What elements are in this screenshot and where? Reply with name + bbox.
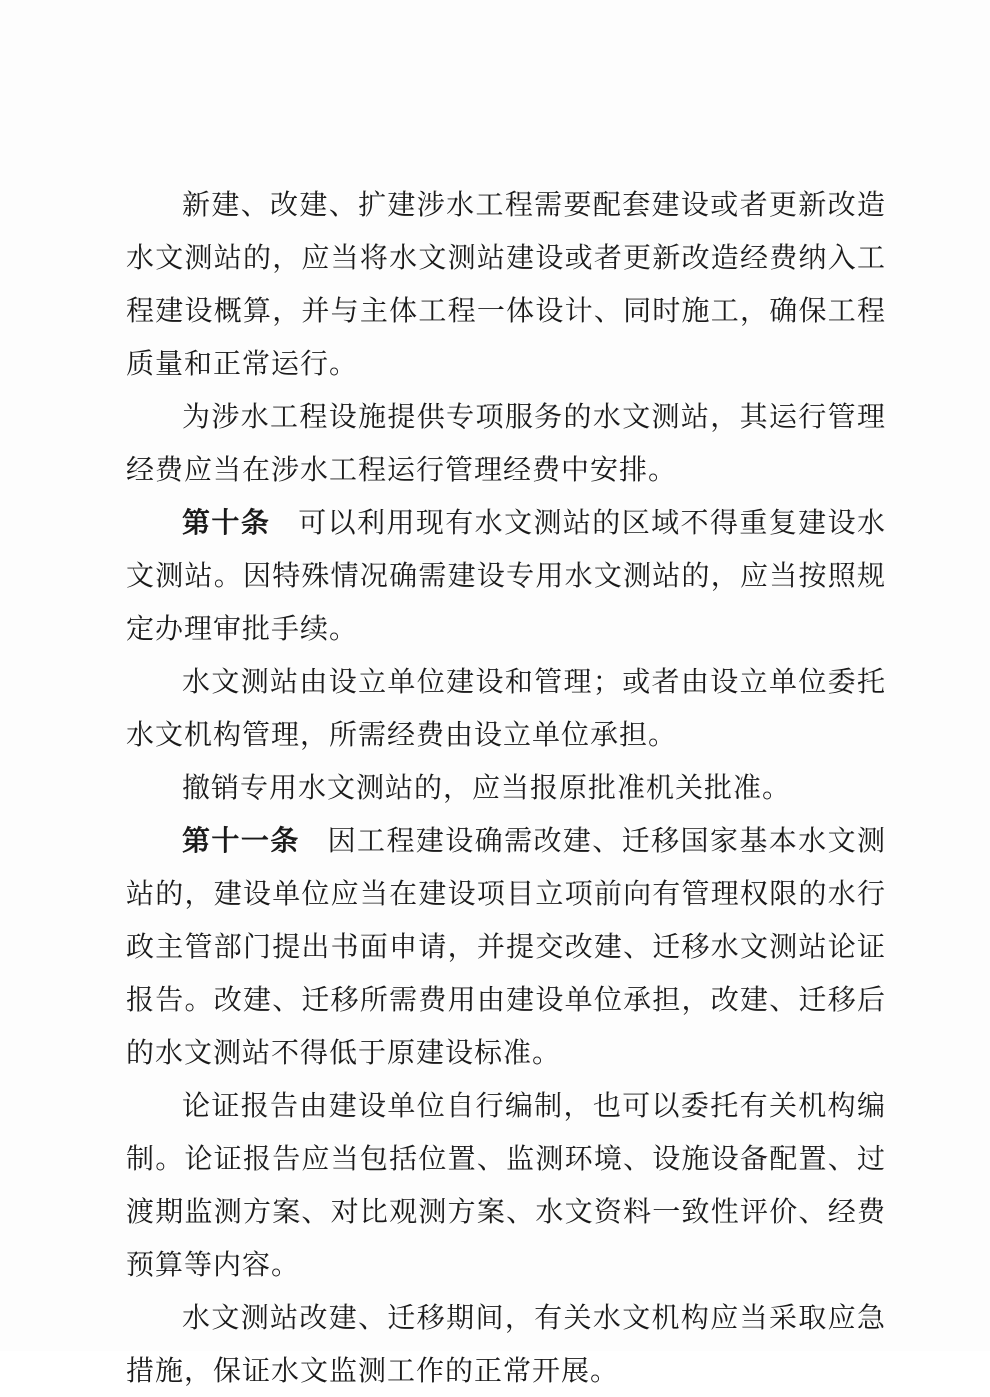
paragraph-text: 为涉水工程设施提供专项服务的水文测站，其运行管理经费应当在涉水工程运行管理经费中安排。 <box>126 400 886 486</box>
paragraph <box>126 496 886 655</box>
paragraph-text: 水文测站改建、迁移期间，有关水文机构应当采取应急措施，保证水文监测工作的正常开展。 <box>126 1301 886 1387</box>
document-body <box>126 178 886 1397</box>
paragraph-text: 因工程建设确需改建、迁移国家基本水文测站的，建设单位应当在建设项目立项前向有管理权限的水行政主管部门提出书面申请，并提交改建、迁移水文测站论证报告。改建、迁移所需费用由建设单位承担，改建、迁移后的水文测站不得低于原建设标准。 <box>126 824 886 1069</box>
article-number: 第十条 <box>182 506 271 539</box>
paragraph-text: 撤销专用水文测站的，应当报原批准机关批准。 <box>182 771 792 804</box>
paragraph <box>126 655 886 761</box>
paragraph <box>126 761 886 814</box>
paragraph-text: 新建、改建、扩建涉水工程需要配套建设或者更新改造水文测站的，应当将水文测站建设或者更新改造经费纳入工程建设概算，并与主体工程一体设计、同时施工，确保工程质量和正常运行。 <box>126 188 886 380</box>
paragraph-text: 水文测站由设立单位建设和管理；或者由设立单位委托水文机构管理，所需经费由设立单位承担。 <box>126 665 886 751</box>
paragraph <box>126 178 886 390</box>
paragraph <box>126 1079 886 1291</box>
paragraph <box>126 814 886 1079</box>
article-number: 第十一条 <box>182 824 300 857</box>
paragraph <box>126 390 886 496</box>
paragraph-text: 可以利用现有水文测站的区域不得重复建设水文测站。因特殊情况确需建设专用水文测站的，应当按照规定办理审批手续。 <box>126 506 886 645</box>
paragraph-text: 论证报告由建设单位自行编制，也可以委托有关机构编制。论证报告应当包括位置、监测环境、设施设备配置、过渡期监测方案、对比观测方案、水文资料一致性评价、经费预算等内容。 <box>126 1089 886 1281</box>
paragraph <box>126 1291 886 1397</box>
